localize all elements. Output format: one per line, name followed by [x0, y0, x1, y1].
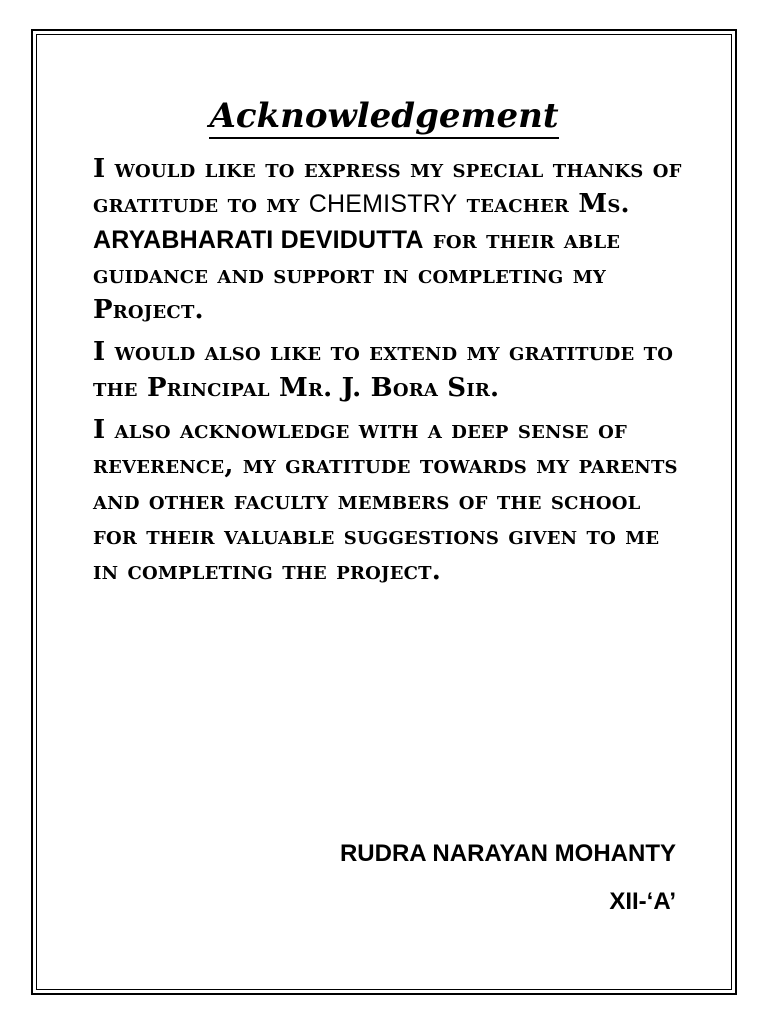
paragraph-thanks-teacher [93, 152, 683, 328]
document-body [93, 152, 683, 597]
subject-name: CHEMISTRY [308, 190, 458, 219]
document-title [0, 94, 768, 138]
paragraph-text: I would like to express my special thanks of gratitude to my [93, 154, 682, 220]
paragraph-text: for their able guidance and support in completing my Project. [93, 224, 621, 326]
signature-class: XII-‘A’ [609, 888, 676, 915]
teacher-honorific: Ms. [578, 189, 630, 220]
principal-name: Mr. J. Bora Sir. [279, 372, 500, 403]
paragraph-text: teacher [457, 189, 579, 220]
document-title-text: Acknowledgement [209, 96, 558, 139]
teacher-name: ARYABHARATI DEVIDUTTA [93, 225, 424, 254]
paragraph-text: I would also like to extend my gratitude to the Principal [93, 337, 674, 403]
paragraph-thanks-parents [93, 413, 683, 589]
signature-name: RUDRA NARAYAN MOHANTY [339, 840, 676, 867]
paragraph-text: I also acknowledge with a deep sense of reverence, my gratitude towards my parents and other faculty members of the school for their valuable suggestions given to me in completing the project. [93, 415, 678, 587]
paragraph-thanks-principal [93, 335, 683, 406]
